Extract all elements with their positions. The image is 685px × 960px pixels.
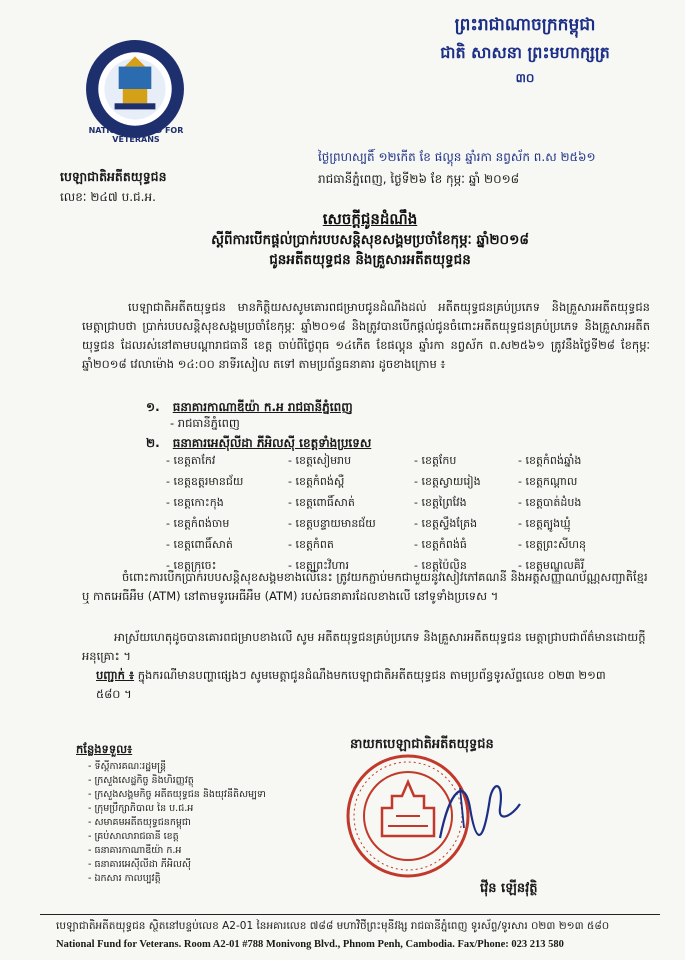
- signer-title: នាយកបេឡាជាតិអតីតយុទ្ធជន: [350, 737, 494, 752]
- paragraph-1-text: បេឡាជាតិអតីតយុទ្ធជន មានកិត្តិយសសូមគោរពជម្រាបជូនដំណឹងដល់ អតីតយុទ្ធជនគ្រប់ប្រភេទ និងគ្រួសារអតីតយុទ្ធជន មេត្តាជ្រាបថា ប្រាក់របបសន្តិសុខសង្គមប្រចាំខែកុម្ភៈ ឆ្នាំ២០១៨ និងត្រូវបានបើកផ្តល់ជូនចំពោះអតីតយុទ្ធជនគ្រប់ប្រភេទ និងគ្រួសារអតីតយុទ្ធជន ដែលរស់នៅតាមបណ្តារាជធានី ខេត្ត ចាប់ពីថ្ងៃពុធ ១៤កើត ខែផល្គុន ឆ្នាំរកា នព្វស័ក ព.ស២៥៦១ ត្រូវនឹងថ្ងៃទី២៨ ខែកុម្ភៈ ឆ្នាំ២០១៨ វេលាម៉ោង ១៤:០០ នាទីរសៀល តទៅ តាមប្រព័ន្ធធនាគារ ដូចខាងក្រោម ៖: [82, 300, 650, 371]
- province-item: - ខេត្តកំពង់ស្ពឺ: [288, 475, 345, 488]
- recipient-item: - ទីស្តីការគណៈរដ្ឋមន្ត្រី: [88, 761, 167, 772]
- province-item: - ខេត្តមណ្ឌលគិរី: [518, 559, 585, 572]
- org-name: បេឡាជាតិអតីតយុទ្ធជន: [60, 169, 167, 184]
- footer-divider: [40, 914, 660, 915]
- footer-english: National Fund for Veterans. Room A2-01 #788 Monivong Blvd., Phnom Penh, Cambodia. Fax/Phone: 023 213 580: [56, 939, 564, 950]
- paragraph-3-text: អាស្រ័យហេតុដូចបានគោរពជម្រាបខាងលើ សូម អតីតយុទ្ធជនគ្រប់ប្រភេទ និងគ្រួសារអតីតយុទ្ធជន មេត្តាជ្រាបជាព័ត៌មានដោយក្តីអនុគ្រោះ ។: [82, 630, 646, 663]
- note-block: [96, 666, 616, 704]
- document-dates: [318, 146, 596, 190]
- province-item: - ខេត្តកោះកុង: [166, 496, 224, 509]
- province-item: - ខេត្តកំពង់ធំ: [414, 538, 467, 551]
- province-item: - ខេត្តព្រៃវែង: [414, 496, 467, 509]
- ref-code: ប.ជ.អ.: [121, 190, 156, 204]
- recipient-item: - សមាគមអតីតយុទ្ធជនកម្ពុជា: [88, 817, 191, 828]
- province-item: - ខេត្តពោធិ៍សាត់: [166, 538, 233, 551]
- recipient-item: - ក្រសួងសង្គមកិច្ច អតីតយុទ្ធជន និងយុវនីតិសម្បទា: [88, 789, 266, 800]
- province-item: - ខេត្តតាកែវ: [166, 454, 216, 467]
- province-item: - ខេត្តក្រចេះ: [166, 559, 217, 572]
- province-item: - ខេត្តកំពត: [288, 538, 334, 551]
- notice-audience: ជូនអតីតយុទ្ធជន និងគ្រួសារអតីតយុទ្ធជន: [269, 252, 471, 268]
- notice-title: [150, 208, 590, 270]
- province-item: - ខេត្តប៉ៃលិន: [414, 559, 467, 572]
- recipients-heading: កន្លែងទទួល៖: [76, 742, 133, 756]
- recipient-item: - ក្រុមប្រឹក្សាភិបាល នៃ ប.ជ.អ: [88, 803, 194, 814]
- province-item: - ខេត្តកំពង់ឆ្នាំង: [518, 454, 582, 467]
- notice-heading: សេចក្តីជូនដំណឹង: [322, 210, 418, 228]
- bank-1-branch: - រាជធានីភ្នំពេញ: [170, 416, 240, 430]
- province-item: - ខេត្តព្រះវិហារ: [288, 559, 349, 572]
- recipient-item: - ឯកសារ កាលប្បវត្តិ: [88, 873, 161, 884]
- org-reference: [60, 168, 167, 206]
- province-item: - ខេត្តឧត្តរមានជ័យ: [166, 475, 244, 488]
- province-list: [166, 452, 636, 575]
- bank-1: [146, 396, 353, 416]
- kingdom-header: [400, 14, 650, 86]
- province-item: - ខេត្តពោធិ៍សាត់: [288, 496, 355, 509]
- signer-name: វ៉ើន ឡើនវុត្ថិ: [480, 881, 538, 896]
- province-item: - ខេត្តកំពង់ចាម: [166, 517, 230, 530]
- lunar-date: ថ្ងៃ​ព្រហស្បតិ៍ ១២កើត ខែ ផល្គុន ឆ្នាំរកា នព្វស័ក ព.ស ២៥៦១: [318, 150, 596, 164]
- province-item: - ខេត្តត្បូងឃ្មុំ: [518, 517, 571, 530]
- body-paragraph-3: [82, 628, 650, 666]
- recipient-item: - គ្រប់សាលារាជធានី ខេត្ត: [88, 831, 179, 842]
- header-ornament: ៣០: [515, 71, 535, 85]
- body-paragraph-2: [82, 568, 650, 606]
- body-paragraph-1: [82, 298, 650, 374]
- province-item: - ខេត្តកែប: [414, 454, 457, 467]
- recipients-list: [88, 760, 266, 886]
- bank-2-name: ធនាគារអេស៊ីលីដា ភីអិលស៊ី ខេត្តទាំងប្រទេស: [172, 436, 372, 450]
- bank-1-number: ១.: [146, 400, 160, 414]
- paragraph-2-text: ចំពោះការបើកប្រាក់របបសន្តិសុខសង្គមខាងលើនេះ ត្រូវយកភ្ជាប់មកជាមួយនូវសៀវភៅគណនី និងអត្តសញ្ញាណប័ណ្ណសញ្ជាតិខ្មែរ ឬ កាតអេធីអឹម (ATM) នៅតាមទូរអេធីអឹម (ATM) របស់ធនាគារដែលខាងលើ នៅទូទាំងប្រទេស ។: [82, 570, 648, 603]
- recipient-item: - ធនាគារកាណាឌីយ៉ា ក.អ: [88, 845, 182, 856]
- ref-label: លេខៈ: [60, 190, 87, 204]
- province-item: - ខេត្តស្វាយរៀង: [414, 475, 481, 488]
- province-item: - ខេត្តស្ទឹងត្រែង: [414, 517, 478, 530]
- ref-number: ២៤៧: [90, 190, 118, 204]
- footer-khmer: បេឡាជាតិអតីតយុទ្ធជន ស្ថិតនៅបន្ទប់លេខ A2-01 នៃអគារលេខ ៧៨៨ មហាវិថីព្រះមុនីវង្ស រាជធានីភ្នំពេញ ទូរស័ព្ទ/ទូរសារ ០២៣ ២១៣ ៥៨០: [56, 920, 610, 932]
- solar-date: រាជធានីភ្នំពេញ, ថ្ងៃទី២៦ ខែ កុម្ភៈ ឆ្នាំ ២០១៨: [318, 172, 520, 186]
- recipient-item: - ក្រសួងសេដ្ឋកិច្ច និងហិរញ្ញវត្ថុ: [88, 775, 194, 786]
- bank-1-name: ធនាគារកាណាឌីយ៉ា ក.អ រាជធានីភ្នំពេញ: [172, 400, 353, 414]
- national-fund-logo: [84, 38, 186, 140]
- province-item: - ខេត្តព្រះសីហនុ: [518, 538, 586, 551]
- province-item: - ខេត្តបាត់ដំបង: [518, 496, 582, 509]
- nation-motto: ជាតិ សាសនា ព្រះមហាក្សត្រ: [440, 43, 610, 62]
- notice-subject: ស្តីពីការបើកផ្តល់ប្រាក់របបសន្តិសុខសង្គមប្រចាំខែកុម្ភៈ ឆ្នាំ២០១៨: [211, 232, 529, 248]
- note-label: បញ្ជាក់ ៖: [96, 668, 135, 682]
- handwritten-signature: [420, 768, 530, 858]
- province-item: - ខេត្តកណ្តាល: [518, 475, 578, 488]
- bank-2: [146, 432, 371, 452]
- bank-2-number: ២.: [146, 436, 160, 450]
- note-text: ក្នុងករណីមានបញ្ហាផ្សេងៗ សូមមេត្តាជូនដំណឹងមកបេឡាជាតិអតីតយុទ្ធជន តាមប្រព័ន្ធទូរស័ព្ទលេខ ០២៣ ២១៣ ៥៨០ ។: [96, 668, 606, 701]
- province-item: - ខេត្តសៀមរាប: [288, 454, 352, 467]
- province-item: - ខេត្តបន្ទាយមានជ័យ: [288, 517, 376, 530]
- logo-caption: NATIONAL FUND FOR VETERANS: [88, 126, 184, 144]
- recipient-item: - ធនាគារអេស៊ីលីដា ភីអិលស៊ី: [88, 859, 191, 870]
- kingdom-title: ព្រះរាជាណាចក្រកម្ពុជា: [454, 15, 596, 35]
- reference-number: [60, 188, 167, 206]
